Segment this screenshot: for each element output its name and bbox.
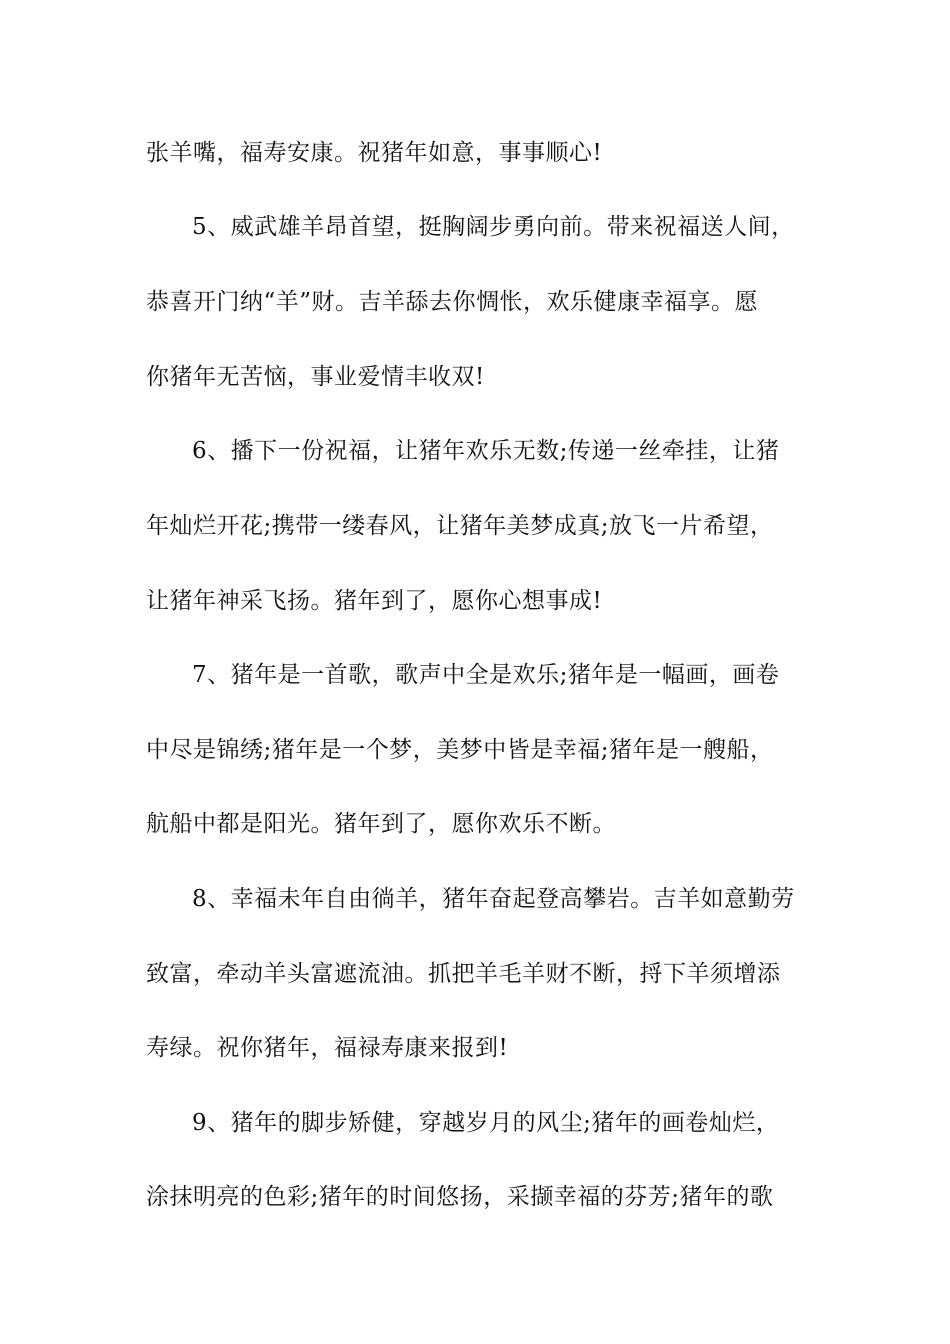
text-line: 致富，牵动羊头富遮流油。抓把羊毛羊财不断，捋下羊须增添 [146,961,781,987]
text-line: 9、猪年的脚步矫健，穿越岁月的风尘;猪年的画卷灿烂， [192,1110,780,1136]
text-line: 寿绿。祝你猪年，福禄寿康来报到! [146,1035,509,1061]
text-line: 6、播下一份祝福，让猪年欢乐无数;传递一丝牵挂，让猪 [192,438,780,464]
text-line: 你猪年无苦恼，事业爱情丰收双! [146,364,485,390]
text-line: 让猪年神采飞扬。猪年到了，愿你心想事成! [146,588,603,614]
text-line: 涂抹明亮的色彩;猪年的时间悠扬，采撷幸福的芬芳;猪年的歌 [146,1184,774,1210]
text-line: 年灿烂开花;携带一缕春风，让猪年美梦成真;放飞一片希望， [146,513,774,539]
text-line: 恭喜开门纳“羊”财。吉羊舔去你惆怅，欢乐健康幸福享。愿 [146,289,759,315]
text-line: 航船中都是阳光。猪年到了，愿你欢乐不断。 [146,811,616,837]
text-line: 8、幸福未年自由徜羊，猪年奋起登高攀岩。吉羊如意勤劳 [192,886,795,912]
text-line: 中尽是锦绣;猪年是一个梦，美梦中皆是幸福;猪年是一艘船， [146,737,774,763]
text-line: 张羊嘴，福寿安康。祝猪年如意，事事顺心! [146,140,603,166]
text-line: 5、威武雄羊昂首望，挺胸阔步勇向前。带来祝福送人间， [192,214,795,240]
text-line: 7、猪年是一首歌，歌声中全是欢乐;猪年是一幅画，画卷 [192,662,780,688]
